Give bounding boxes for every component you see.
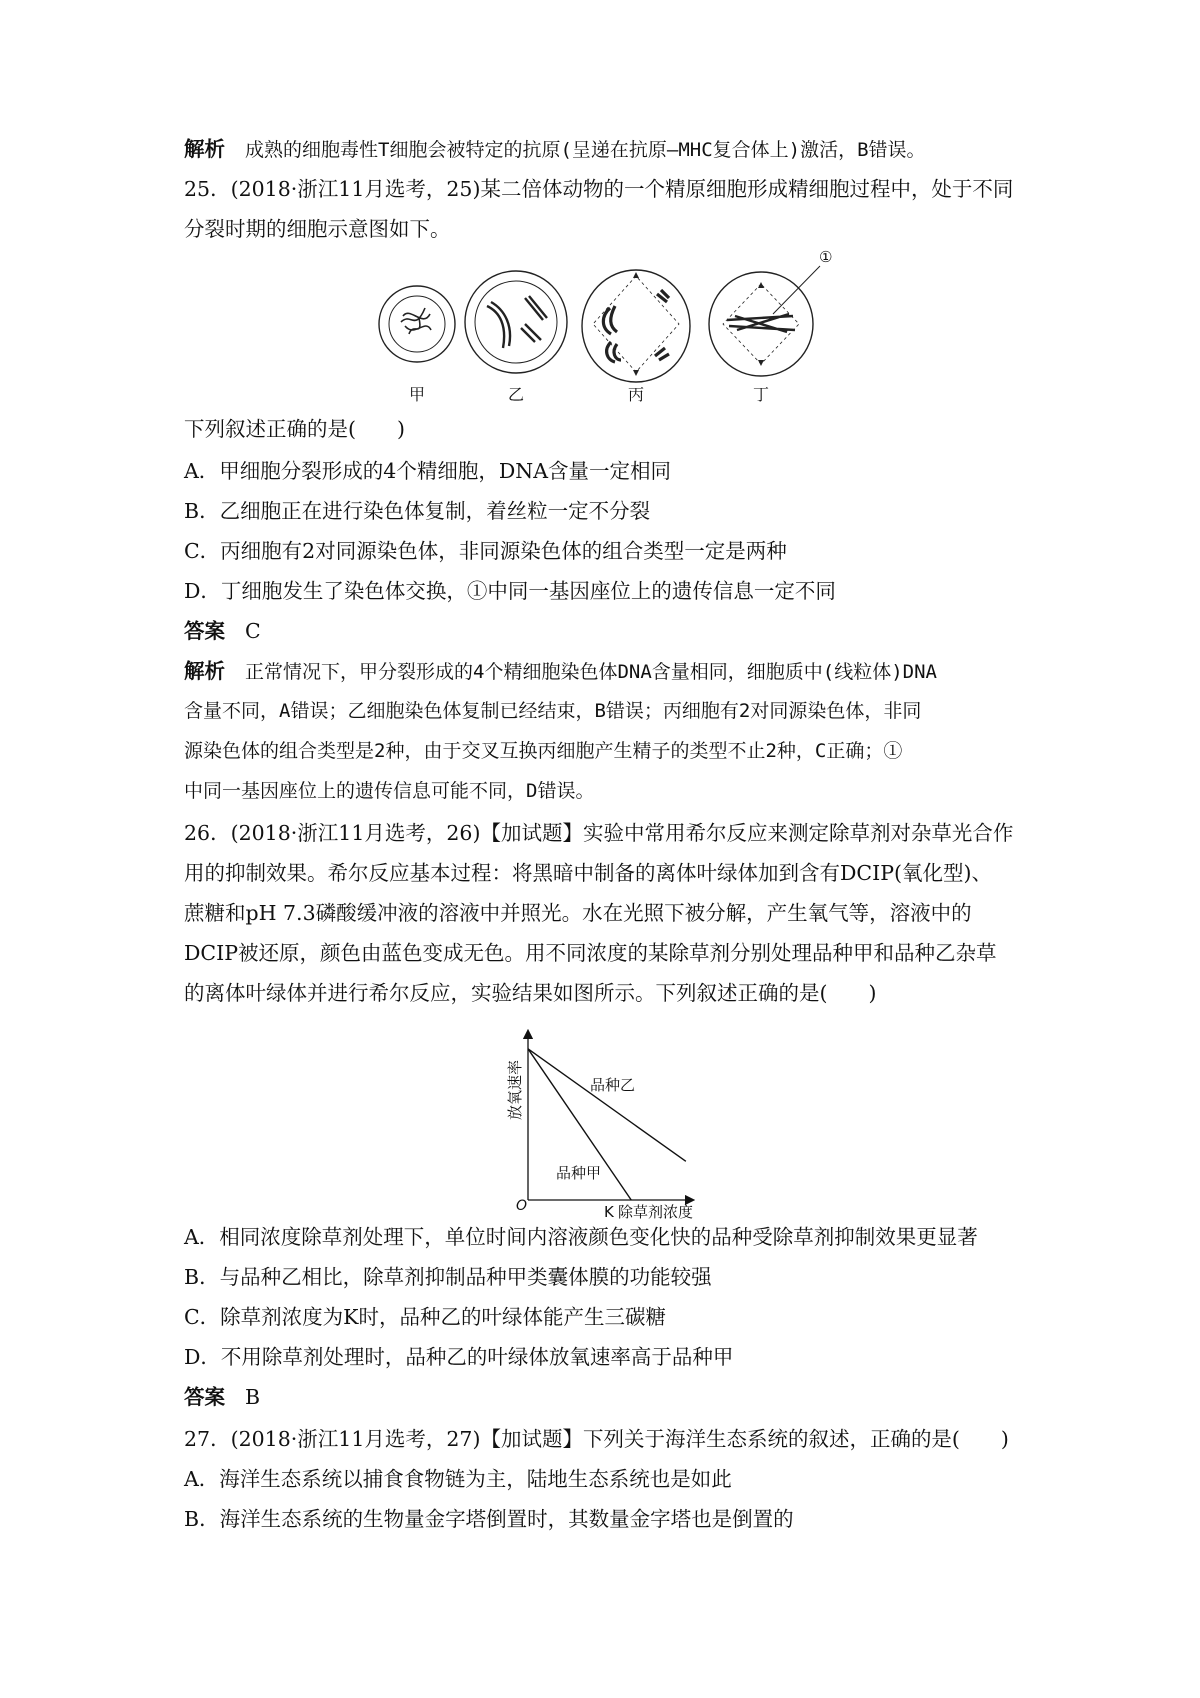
cell-label-yi: 乙 bbox=[508, 385, 525, 404]
series-label-yi: 品种乙 bbox=[590, 1076, 636, 1094]
q26-option-d: D．不用除草剂处理时，品种乙的叶绿体放氧速率高于品种甲 bbox=[184, 1345, 734, 1369]
q26-option-c: C．除草剂浓度为K时，品种乙的叶绿体能产生三碳糖 bbox=[184, 1305, 666, 1329]
q25-explanation-line4: 中同一基因座位上的遗传信息可能不同，D错误。 bbox=[184, 780, 595, 802]
callout-label: ① bbox=[819, 248, 833, 266]
q25-option-d: D．丁细胞发生了染色体交换，①中同一基因座位上的遗传信息一定不同 bbox=[184, 579, 836, 603]
cell-label-jia: 甲 bbox=[409, 385, 426, 404]
cell-label-bing: 丙 bbox=[628, 385, 645, 404]
q25-option-a: A．甲细胞分裂形成的4个精细胞，DNA含量一定相同 bbox=[184, 459, 672, 483]
q26-option-b: B．与品种乙相比，除草剂抑制品种甲类囊体膜的功能较强 bbox=[184, 1265, 712, 1289]
q26-answer-value: B bbox=[245, 1385, 261, 1409]
x-tick-label-k: K bbox=[604, 1203, 614, 1221]
q25-explanation-line1 bbox=[184, 656, 937, 687]
q25-answer bbox=[184, 616, 261, 646]
q26-stem-line4: DCIP被还原，颜色由蓝色变成无色。用不同浓度的某除草剂分别处理品种甲和品种乙杂草 bbox=[184, 941, 997, 965]
q26-answer bbox=[184, 1382, 260, 1412]
q27-option-a: A．海洋生态系统以捕食食物链为主，陆地生态系统也是如此 bbox=[184, 1467, 732, 1491]
q25-prompt: 下列叙述正确的是( ) bbox=[184, 417, 405, 441]
q25-stem-line2: 分裂时期的细胞示意图如下。 bbox=[184, 217, 451, 241]
q26-stem-line3: 蔗糖和pH 7.3磷酸缓冲液的溶液中并照光。水在光照下被分解，产生氧气等，溶液中的 bbox=[184, 901, 972, 925]
x-axis-label: 除草剂浓度 bbox=[618, 1203, 694, 1221]
prev-explanation-label: 解析 bbox=[184, 137, 225, 161]
q25-option-c: C．丙细胞有2对同源染色体，非同源染色体的组合类型一定是两种 bbox=[184, 539, 787, 563]
q27-option-b: B．海洋生态系统的生物量金字塔倒置时，其数量金字塔也是倒置的 bbox=[184, 1507, 794, 1531]
q26-option-a: A．相同浓度除草剂处理下，单位时间内溶液颜色变化快的品种受除草剂抑制效果更显著 bbox=[184, 1225, 978, 1249]
q25-stem-line1: 25．(2018·浙江11月选考，25)某二倍体动物的一个精原细胞形成精细胞过程中，处于不同 bbox=[184, 177, 1014, 201]
y-axis-label: 放氧速率 bbox=[506, 1059, 524, 1120]
q25-explanation-text1: 正常情况下，甲分裂形成的4个精细胞染色体DNA含量相同，细胞质中(线粒体)DNA bbox=[245, 661, 937, 683]
q26-chart bbox=[500, 1020, 740, 1220]
q25-explanation-line2: 含量不同，A错误；乙细胞染色体复制已经结束，B错误；丙细胞有2对同源染色体，非同 bbox=[184, 700, 922, 722]
q25-explanation-label: 解析 bbox=[184, 659, 225, 683]
q25-explanation-line3: 源染色体的组合类型是2种，由于交叉互换丙细胞产生精子的类型不止2种，C正确；① bbox=[184, 740, 903, 762]
cell-bing bbox=[582, 270, 690, 382]
q25-cell-figure bbox=[375, 248, 835, 414]
q25-answer-value: C bbox=[245, 619, 261, 643]
q26-answer-label: 答案 bbox=[184, 1385, 225, 1409]
q25-answer-label: 答案 bbox=[184, 619, 225, 643]
cell-ding bbox=[709, 266, 820, 376]
cell-jia bbox=[379, 286, 455, 362]
cell-yi bbox=[465, 271, 567, 373]
prev-explanation bbox=[184, 134, 926, 165]
q27-stem: 27．(2018·浙江11月选考，27)【加试题】下列关于海洋生态系统的叙述，正确的是( ) bbox=[184, 1427, 1009, 1451]
q26-stem-line5: 的离体叶绿体并进行希尔反应，实验结果如图所示。下列叙述正确的是( ) bbox=[184, 981, 877, 1005]
series-label-jia: 品种甲 bbox=[556, 1164, 602, 1182]
q26-stem-line1: 26．(2018·浙江11月选考，26)【加试题】实验中常用希尔反应来测定除草剂对杂草光合作 bbox=[184, 821, 1014, 845]
origin-label: O bbox=[516, 1198, 528, 1214]
q25-option-b: B．乙细胞正在进行染色体复制，着丝粒一定不分裂 bbox=[184, 499, 651, 523]
q26-stem-line2: 用的抑制效果。希尔反应基本过程：将黑暗中制备的离体叶绿体加到含有DCIP(氧化型)、 bbox=[184, 861, 993, 885]
cell-label-ding: 丁 bbox=[753, 385, 770, 404]
prev-explanation-text: 成熟的细胞毒性T细胞会被特定的抗原(呈递在抗原—MHC复合体上)激活，B错误。 bbox=[245, 139, 926, 161]
series-line-yi bbox=[528, 1049, 686, 1162]
